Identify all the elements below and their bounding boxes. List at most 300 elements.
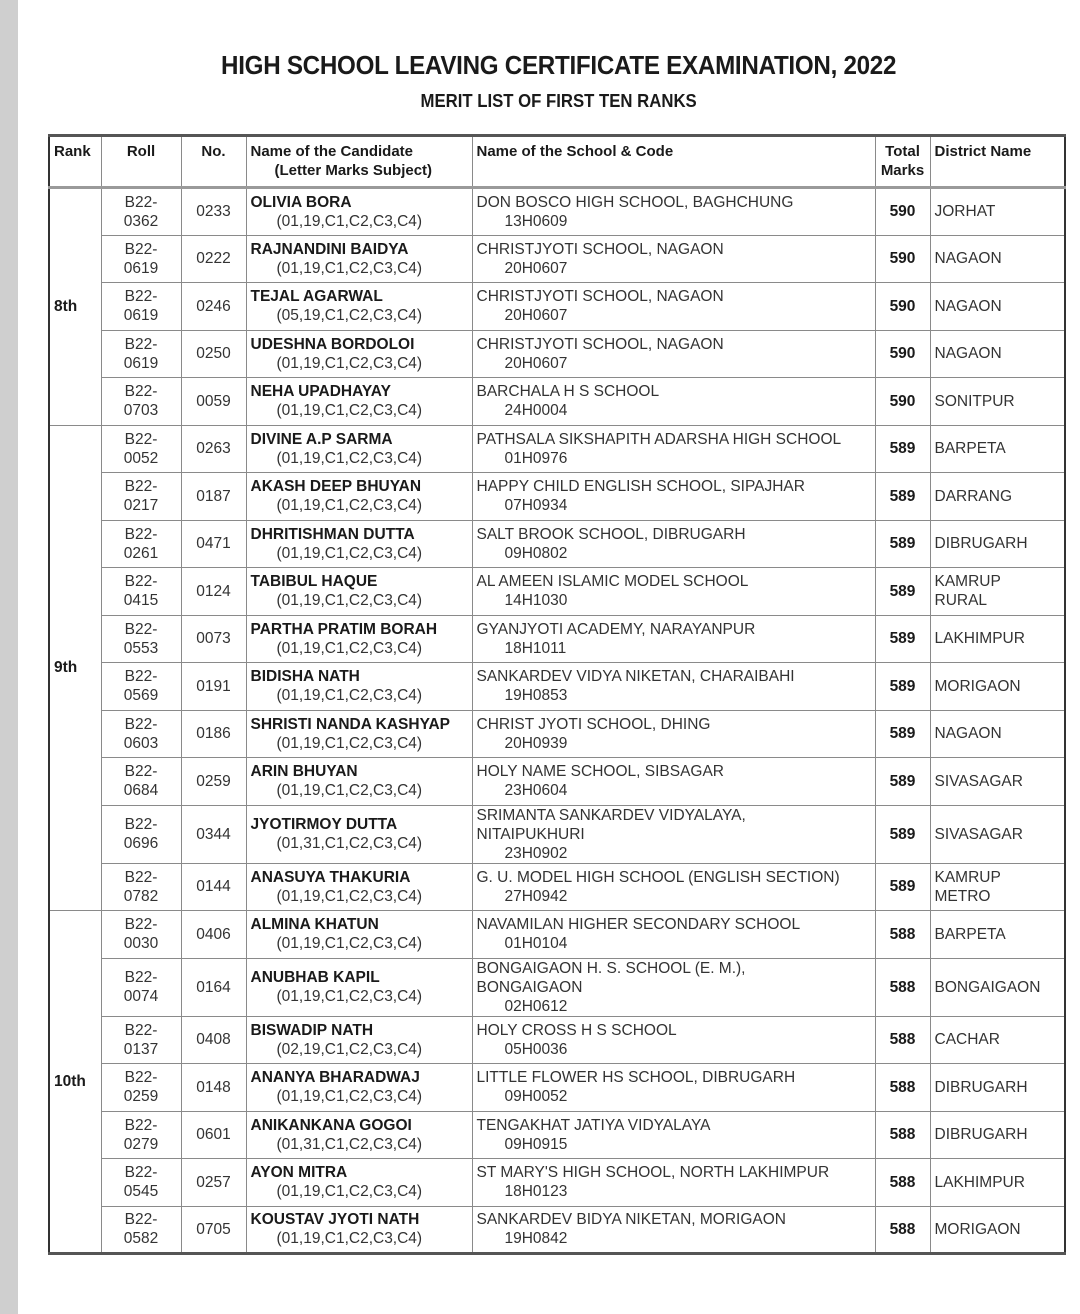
header-candidate-name-sub: (Letter Marks Subject) [274,162,433,179]
roll-prefix: B22- [124,868,158,886]
no-cell: 0406 [181,911,246,959]
candidate-name: UDESHNA BORDOLOI [250,335,415,353]
school-name-line: GYANJYOTI ACADEMY, NARAYANPUR [476,620,756,638]
district-name-line: MORIGAON [934,1220,1021,1238]
district-name-line: DIBRUGARH [934,1126,1028,1144]
roll-prefix: B22- [124,1116,158,1134]
candidate-subjects: (01,31,C1,C2,C3,C4) [276,1135,423,1153]
candidate-cell [246,1016,472,1064]
candidate-subjects: (01,19,C1,C2,C3,C4) [276,1230,423,1248]
school-cell [472,378,875,426]
no-cell: 0263 [181,425,246,473]
district-name-line: MORIGAON [934,677,1021,695]
candidate-name: AKASH DEEP BHUYAN [250,478,422,496]
table-row [49,1111,1065,1159]
candidate-subjects: (01,19,C1,C2,C3,C4) [276,639,423,657]
candidate-subjects: (01,19,C1,C2,C3,C4) [276,734,423,752]
header-rank: Rank [49,136,101,188]
rank-cell: 9th [49,425,101,911]
school-code: 14H1030 [504,592,568,610]
total-marks-cell: 588 [875,1159,930,1207]
table-row [49,568,1065,616]
candidate-name: ALMINA KHATUN [250,916,379,934]
candidate-name: RAJNANDINI BAIDYA [250,240,409,258]
school-code: 20H0939 [504,734,568,752]
rank-cell: 8th [49,188,101,426]
candidate-name: TABIBUL HAQUE [250,573,378,591]
district-name-line: SONITPUR [934,392,1015,410]
school-name-line: CHRIST JYOTI SCHOOL, DHING [476,715,711,733]
no-cell: 0144 [181,863,246,911]
school-cell [472,710,875,758]
roll-cell [101,520,181,568]
roll-cell [101,425,181,473]
no-cell: 0344 [181,805,246,863]
candidate-name: TEJAL AGARWAL [250,288,383,306]
candidate-cell [246,1064,472,1112]
school-cell [472,958,875,1016]
school-name-line: BARCHALA H S SCHOOL [476,383,660,401]
roll-cell [101,330,181,378]
total-marks-cell: 588 [875,1111,930,1159]
district-name-line: NAGAON [934,345,1002,363]
roll-prefix: B22- [124,715,158,733]
roll-prefix: B22- [124,1211,158,1229]
school-cell [472,283,875,331]
no-cell: 0257 [181,1159,246,1207]
district-cell [930,568,1065,616]
candidate-cell [246,235,472,283]
school-name-line: SRIMANTA SANKARDEV VIDYALAYA, [476,806,746,824]
district-cell [930,911,1065,959]
school-cell [472,1159,875,1207]
candidate-name: ANUBHAB KAPIL [250,969,380,986]
candidate-cell [246,710,472,758]
district-cell [930,283,1065,331]
school-code: 09H0915 [504,1135,568,1153]
no-cell: 0246 [181,283,246,331]
district-cell [930,188,1065,236]
district-cell [930,663,1065,711]
roll-number: 0703 [123,402,159,420]
school-cell [472,188,875,236]
district-cell [930,330,1065,378]
roll-cell [101,1206,181,1254]
candidate-cell [246,615,472,663]
roll-prefix: B22- [124,288,158,306]
no-cell: 0186 [181,710,246,758]
school-name-line: NAVAMILAN HIGHER SECONDARY SCHOOL [476,916,801,934]
roll-number: 0415 [123,592,159,610]
district-cell [930,615,1065,663]
roll-cell [101,958,181,1016]
school-name-line: AL AMEEN ISLAMIC MODEL SCHOOL [476,573,749,591]
total-marks-cell: 589 [875,615,930,663]
roll-cell [101,911,181,959]
district-name-line: BARPETA [934,440,1006,458]
district-name-line: NAGAON [934,725,1002,743]
page-edge-strip [0,0,18,1314]
header-candidate-name [246,136,472,188]
candidate-cell [246,188,472,236]
school-cell [472,425,875,473]
no-cell: 0222 [181,235,246,283]
candidate-name: JYOTIRMOY DUTTA [250,816,398,833]
candidate-subjects: (01,19,C1,C2,C3,C4) [276,592,423,610]
district-name-line: RURAL [934,592,988,610]
roll-number: 0684 [123,782,159,800]
total-marks-cell: 590 [875,378,930,426]
candidate-subjects: (01,19,C1,C2,C3,C4) [276,687,423,705]
district-name-line: KAMRUP [934,868,1001,886]
roll-cell [101,1016,181,1064]
district-cell [930,863,1065,911]
school-code: 01H0976 [504,449,568,467]
roll-prefix: B22- [124,525,158,543]
roll-number: 0217 [123,497,159,515]
candidate-cell [246,758,472,806]
candidate-cell [246,330,472,378]
header-school: Name of the School & Code [472,136,875,188]
roll-number: 0052 [123,449,159,467]
roll-number: 0619 [123,307,159,325]
roll-number: 0137 [123,1040,159,1058]
district-name-line: JORHAT [934,203,996,221]
roll-number: 0259 [123,1088,159,1106]
table-row [49,188,1065,236]
roll-number: 0279 [123,1135,159,1153]
no-cell: 0471 [181,520,246,568]
roll-cell [101,283,181,331]
school-name-line: G. U. MODEL HIGH SCHOOL (ENGLISH SECTION) [476,868,840,886]
table-row [49,473,1065,521]
school-cell [472,330,875,378]
total-marks-cell: 590 [875,283,930,331]
roll-cell [101,663,181,711]
school-cell [472,235,875,283]
candidate-name: BIDISHA NATH [250,668,360,686]
candidate-subjects: (01,19,C1,C2,C3,C4) [276,354,423,372]
candidate-name: DHRITISHMAN DUTTA [250,525,415,543]
candidate-subjects: (01,19,C1,C2,C3,C4) [276,1088,423,1106]
school-code: 19H0842 [504,1230,568,1248]
candidate-cell [246,520,472,568]
candidate-cell [246,283,472,331]
roll-number: 0545 [123,1183,159,1201]
school-code: 09H0802 [504,544,568,562]
roll-number: 0696 [123,835,159,852]
school-code: 27H0942 [504,887,568,905]
table-row [49,863,1065,911]
school-code: 20H0607 [504,354,568,372]
roll-cell [101,568,181,616]
candidate-subjects: (05,19,C1,C2,C3,C4) [276,307,423,325]
school-code: 09H0052 [504,1088,568,1106]
district-name-line: SIVASAGAR [934,772,1023,790]
total-marks-cell: 589 [875,473,930,521]
roll-prefix: B22- [124,969,158,986]
total-marks-cell: 589 [875,425,930,473]
table-row [49,805,1065,863]
school-code: 02H0612 [504,997,568,1015]
roll-prefix: B22- [124,193,158,211]
candidate-subjects: (01,19,C1,C2,C3,C4) [276,887,423,905]
no-cell: 0187 [181,473,246,521]
no-cell: 0259 [181,758,246,806]
candidate-subjects: (02,19,C1,C2,C3,C4) [276,1040,423,1058]
roll-number: 0782 [123,887,159,905]
school-cell [472,805,875,863]
candidate-subjects: (01,19,C1,C2,C3,C4) [276,544,423,562]
candidate-name: NEHA UPADHAYAY [250,383,391,401]
table-header-row [49,136,1065,188]
school-code: 23H0902 [504,844,568,862]
roll-prefix: B22- [124,1069,158,1087]
school-code: 01H0104 [504,935,568,953]
school-cell [472,1016,875,1064]
table-row [49,1206,1065,1254]
candidate-name: DIVINE A.P SARMA [250,430,393,448]
roll-cell [101,615,181,663]
candidate-subjects: (01,19,C1,C2,C3,C4) [276,988,423,1005]
school-code: 18H1011 [504,639,567,657]
table-row [49,1159,1065,1207]
school-code: 20H0607 [504,307,568,325]
no-cell: 0059 [181,378,246,426]
table-row [49,615,1065,663]
school-name-line: SALT BROOK SCHOOL, DIBRUGARH [476,525,746,543]
district-name-line: DIBRUGARH [934,535,1028,553]
district-cell [930,805,1065,863]
header-total-line1: Total [885,143,920,160]
school-cell [472,568,875,616]
no-cell: 0124 [181,568,246,616]
school-name-line: HAPPY CHILD ENGLISH SCHOOL, SIPAJHAR [476,478,805,496]
table-row [49,330,1065,378]
candidate-subjects: (01,19,C1,C2,C3,C4) [276,259,423,277]
no-cell: 0164 [181,958,246,1016]
table-row [49,958,1065,1016]
roll-prefix: B22- [124,1021,158,1039]
roll-cell [101,473,181,521]
district-name-line: KAMRUP [934,573,1001,591]
district-name-line: DIBRUGARH [934,1078,1028,1096]
district-name-line: NAGAON [934,297,1002,315]
school-name-line: LITTLE FLOWER HS SCHOOL, DIBRUGARH [476,1069,796,1087]
roll-number: 0619 [123,354,159,372]
roll-cell [101,235,181,283]
candidate-subjects: (01,19,C1,C2,C3,C4) [276,782,423,800]
district-cell [930,473,1065,521]
school-cell [472,473,875,521]
roll-cell [101,805,181,863]
roll-number: 0619 [123,259,159,277]
roll-number: 0074 [123,988,159,1005]
district-name-line: BARPETA [934,925,1006,943]
district-cell [930,1206,1065,1254]
total-marks-cell: 590 [875,188,930,236]
table-row [49,710,1065,758]
candidate-cell [246,568,472,616]
table-row [49,425,1065,473]
school-cell [472,520,875,568]
roll-cell [101,1159,181,1207]
school-name-line: PATHSALA SIKSHAPITH ADARSHA HIGH SCHOOL [476,430,842,448]
no-cell: 0601 [181,1111,246,1159]
total-marks-cell: 590 [875,330,930,378]
candidate-name: ANIKANKANA GOGOI [250,1116,412,1134]
district-name-line: LAKHIMPUR [934,630,1025,648]
district-name-line: CACHAR [934,1031,1000,1049]
district-cell [930,758,1065,806]
school-cell [472,615,875,663]
total-marks-cell: 589 [875,568,930,616]
header-roll: Roll [101,136,181,188]
candidate-subjects: (01,19,C1,C2,C3,C4) [276,935,423,953]
district-cell [930,710,1065,758]
table-row [49,235,1065,283]
school-cell [472,863,875,911]
roll-number: 0603 [123,734,159,752]
total-marks-cell: 588 [875,1064,930,1112]
table-row [49,1064,1065,1112]
total-marks-cell: 589 [875,863,930,911]
school-name-line: CHRISTJYOTI SCHOOL, NAGAON [476,288,724,306]
table-row [49,378,1065,426]
candidate-name: SHRISTI NANDA KASHYAP [250,715,451,733]
roll-cell [101,188,181,236]
rank-cell: 10th [49,911,101,1254]
district-cell [930,378,1065,426]
school-code: 23H0604 [504,782,568,800]
roll-prefix: B22- [124,816,158,833]
roll-prefix: B22- [124,620,158,638]
total-marks-cell: 588 [875,911,930,959]
header-total-line2: Marks [880,162,925,179]
district-cell [930,958,1065,1016]
total-marks-cell: 589 [875,710,930,758]
total-marks-cell: 589 [875,520,930,568]
candidate-cell [246,378,472,426]
candidate-name: BISWADIP NATH [250,1021,374,1039]
no-cell: 0148 [181,1064,246,1112]
table-row [49,1016,1065,1064]
roll-prefix: B22- [124,430,158,448]
district-name-line: NAGAON [934,250,1002,268]
roll-number: 0362 [123,212,159,230]
school-cell [472,1206,875,1254]
district-cell [930,1064,1065,1112]
district-cell [930,425,1065,473]
school-name-line: SANKARDEV BIDYA NIKETAN, MORIGAON [476,1211,786,1229]
table-row [49,911,1065,959]
roll-cell [101,378,181,426]
document-title: HIGH SCHOOL LEAVING CERTIFICATE EXAMINATION, 2022 [221,50,897,80]
school-code: 13H0609 [504,212,568,230]
school-name-line: HOLY NAME SCHOOL, SIBSAGAR [476,763,724,781]
candidate-name: PARTHA PRATIM BORAH [250,620,438,638]
roll-number: 0569 [123,687,159,705]
header-no: No. [181,136,246,188]
candidate-subjects: (01,19,C1,C2,C3,C4) [276,449,423,467]
candidate-subjects: (01,19,C1,C2,C3,C4) [276,212,423,230]
school-name-line: BONGAIGAON [476,978,583,996]
district-cell [930,235,1065,283]
table-row [49,283,1065,331]
total-marks-cell: 589 [875,805,930,863]
school-code: 19H0853 [504,687,568,705]
roll-prefix: B22- [124,240,158,258]
header-candidate-name-label: Name of the Candidate [250,143,414,160]
table-row [49,663,1065,711]
roll-cell [101,758,181,806]
candidate-subjects: (01,19,C1,C2,C3,C4) [276,1183,423,1201]
school-code: 07H0934 [504,497,568,515]
school-code: 20H0607 [504,259,568,277]
school-name-line: SANKARDEV VIDYA NIKETAN, CHARAIBAHI [476,668,795,686]
school-name-line: CHRISTJYOTI SCHOOL, NAGAON [476,240,724,258]
total-marks-cell: 588 [875,958,930,1016]
roll-prefix: B22- [124,573,158,591]
school-code: 24H0004 [504,402,568,420]
district-cell [930,1111,1065,1159]
candidate-cell [246,805,472,863]
roll-cell [101,1111,181,1159]
school-name-line: CHRISTJYOTI SCHOOL, NAGAON [476,335,724,353]
candidate-subjects: (01,19,C1,C2,C3,C4) [276,497,423,515]
school-code: 05H0036 [504,1040,568,1058]
school-name-line: ST MARY'S HIGH SCHOOL, NORTH LAKHIMPUR [476,1164,830,1182]
header-district: District Name [930,136,1065,188]
school-cell [472,758,875,806]
school-name-line: DON BOSCO HIGH SCHOOL, BAGHCHUNG [476,193,794,211]
candidate-cell [246,1159,472,1207]
roll-number: 0261 [123,544,159,562]
roll-cell [101,710,181,758]
candidate-cell [246,1206,472,1254]
school-cell [472,1111,875,1159]
total-marks-cell: 588 [875,1206,930,1254]
school-cell [472,663,875,711]
candidate-cell [246,863,472,911]
no-cell: 0073 [181,615,246,663]
school-cell [472,1064,875,1112]
total-marks-cell: 590 [875,235,930,283]
table-row [49,758,1065,806]
roll-prefix: B22- [124,383,158,401]
district-cell [930,1016,1065,1064]
school-name-line: TENGAKHAT JATIYA VIDYALAYA [476,1116,711,1134]
roll-prefix: B22- [124,335,158,353]
roll-prefix: B22- [124,478,158,496]
roll-number: 0553 [123,639,159,657]
candidate-name: ARIN BHUYAN [250,763,358,781]
district-name-line: BONGAIGAON [934,978,1041,996]
roll-prefix: B22- [124,668,158,686]
roll-cell [101,863,181,911]
district-cell [930,1159,1065,1207]
district-name-line: SIVASAGAR [934,825,1023,843]
no-cell: 0233 [181,188,246,236]
school-name-line: NITAIPUKHURI [476,825,585,843]
table-row [49,520,1065,568]
school-cell [472,911,875,959]
no-cell: 0191 [181,663,246,711]
candidate-cell [246,473,472,521]
document-subtitle: MERIT LIST OF FIRST TEN RANKS [420,91,697,111]
candidate-name: KOUSTAV JYOTI NATH [250,1211,420,1229]
roll-cell [101,1064,181,1112]
